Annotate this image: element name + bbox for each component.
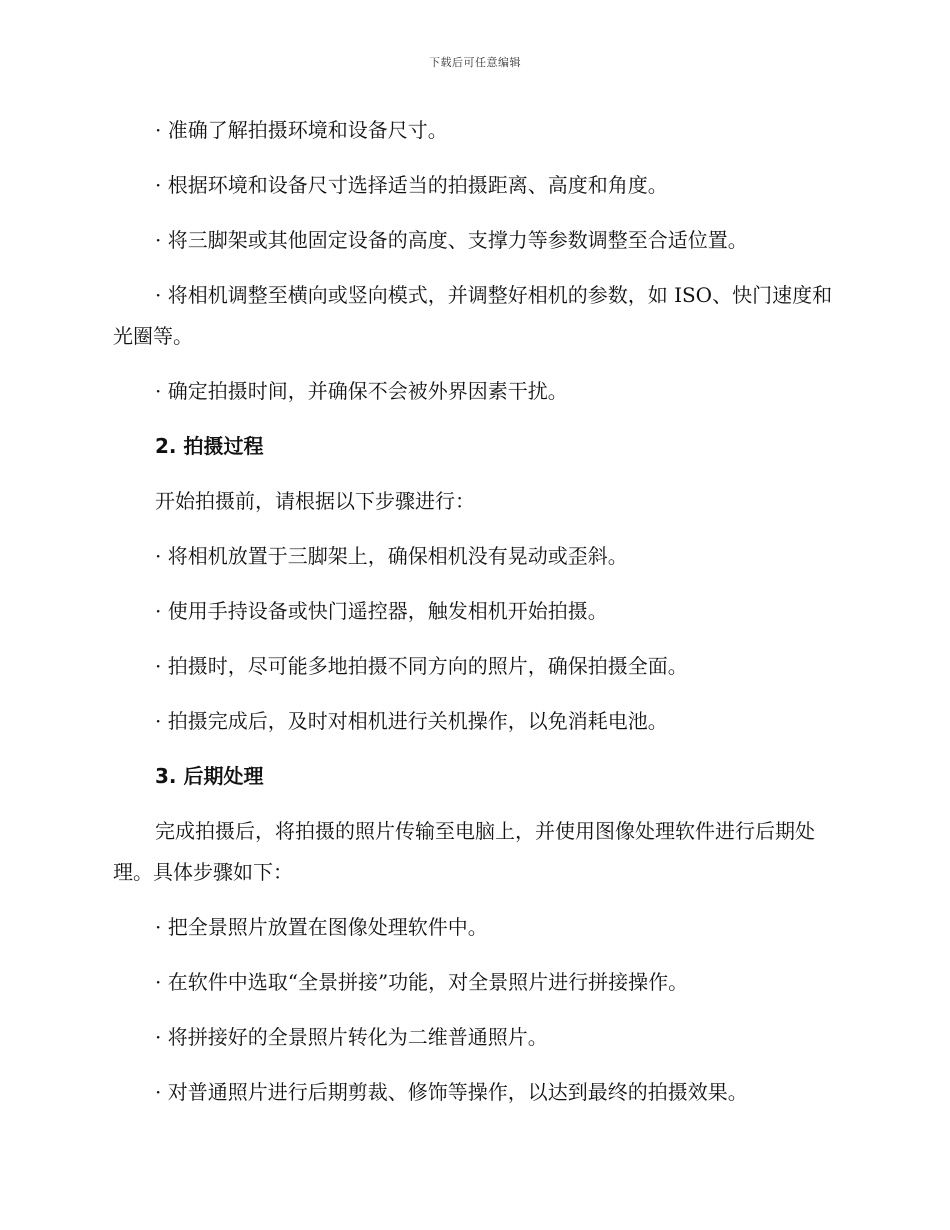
bullet-item: · 对普通照片进行后期剪裁、修饰等操作，以达到最终的拍摄效果。 [155, 1080, 748, 1104]
bullet-item: · 使用手持设备或快门遥控器，触发相机开始拍摄。 [155, 599, 608, 623]
bullet-item: · 将三脚架或其他固定设备的高度、支撑力等参数调整至合适位置。 [155, 228, 748, 252]
paragraph: 完成拍摄后，将拍摄的照片传输至电脑上，并使用图像处理软件进行后期处理。具体步骤如下： [113, 819, 815, 884]
bullet-item: · 把全景照片放置在图像处理软件中。 [155, 915, 488, 939]
document-body [113, 110, 839, 1127]
bullet-item: · 在软件中选取“全景拼接”功能，对全景照片进行拼接操作。 [155, 970, 689, 994]
bullet-item: · 将相机放置于三脚架上，确保相机没有晃动或歪斜。 [155, 544, 628, 568]
bullet-item: · 将拼接好的全景照片转化为二维普通照片。 [155, 1025, 548, 1049]
paragraph: 开始拍摄前，请根据以下步骤进行： [155, 489, 475, 513]
page-header: 下载后可任意编辑 [429, 56, 521, 69]
bullet-item: · 将相机调整至横向或竖向模式，并调整好相机的参数，如 ISO、快门速度和光圈等。 [113, 283, 833, 348]
bullet-item: · 确定拍摄时间，并确保不会被外界因素干扰。 [155, 379, 568, 403]
section-heading: 2. 拍摄过程 [155, 434, 264, 458]
bullet-item: · 根据环境和设备尺寸选择适当的拍摄距离、高度和角度。 [155, 173, 668, 197]
bullet-item: · 拍摄时，尽可能多地拍摄不同方向的照片，确保拍摄全面。 [155, 654, 688, 678]
bullet-item: · 准确了解拍摄环境和设备尺寸。 [155, 118, 448, 142]
section-heading: 3. 后期处理 [155, 764, 264, 788]
bullet-item: · 拍摄完成后，及时对相机进行关机操作，以免消耗电池。 [155, 709, 668, 733]
